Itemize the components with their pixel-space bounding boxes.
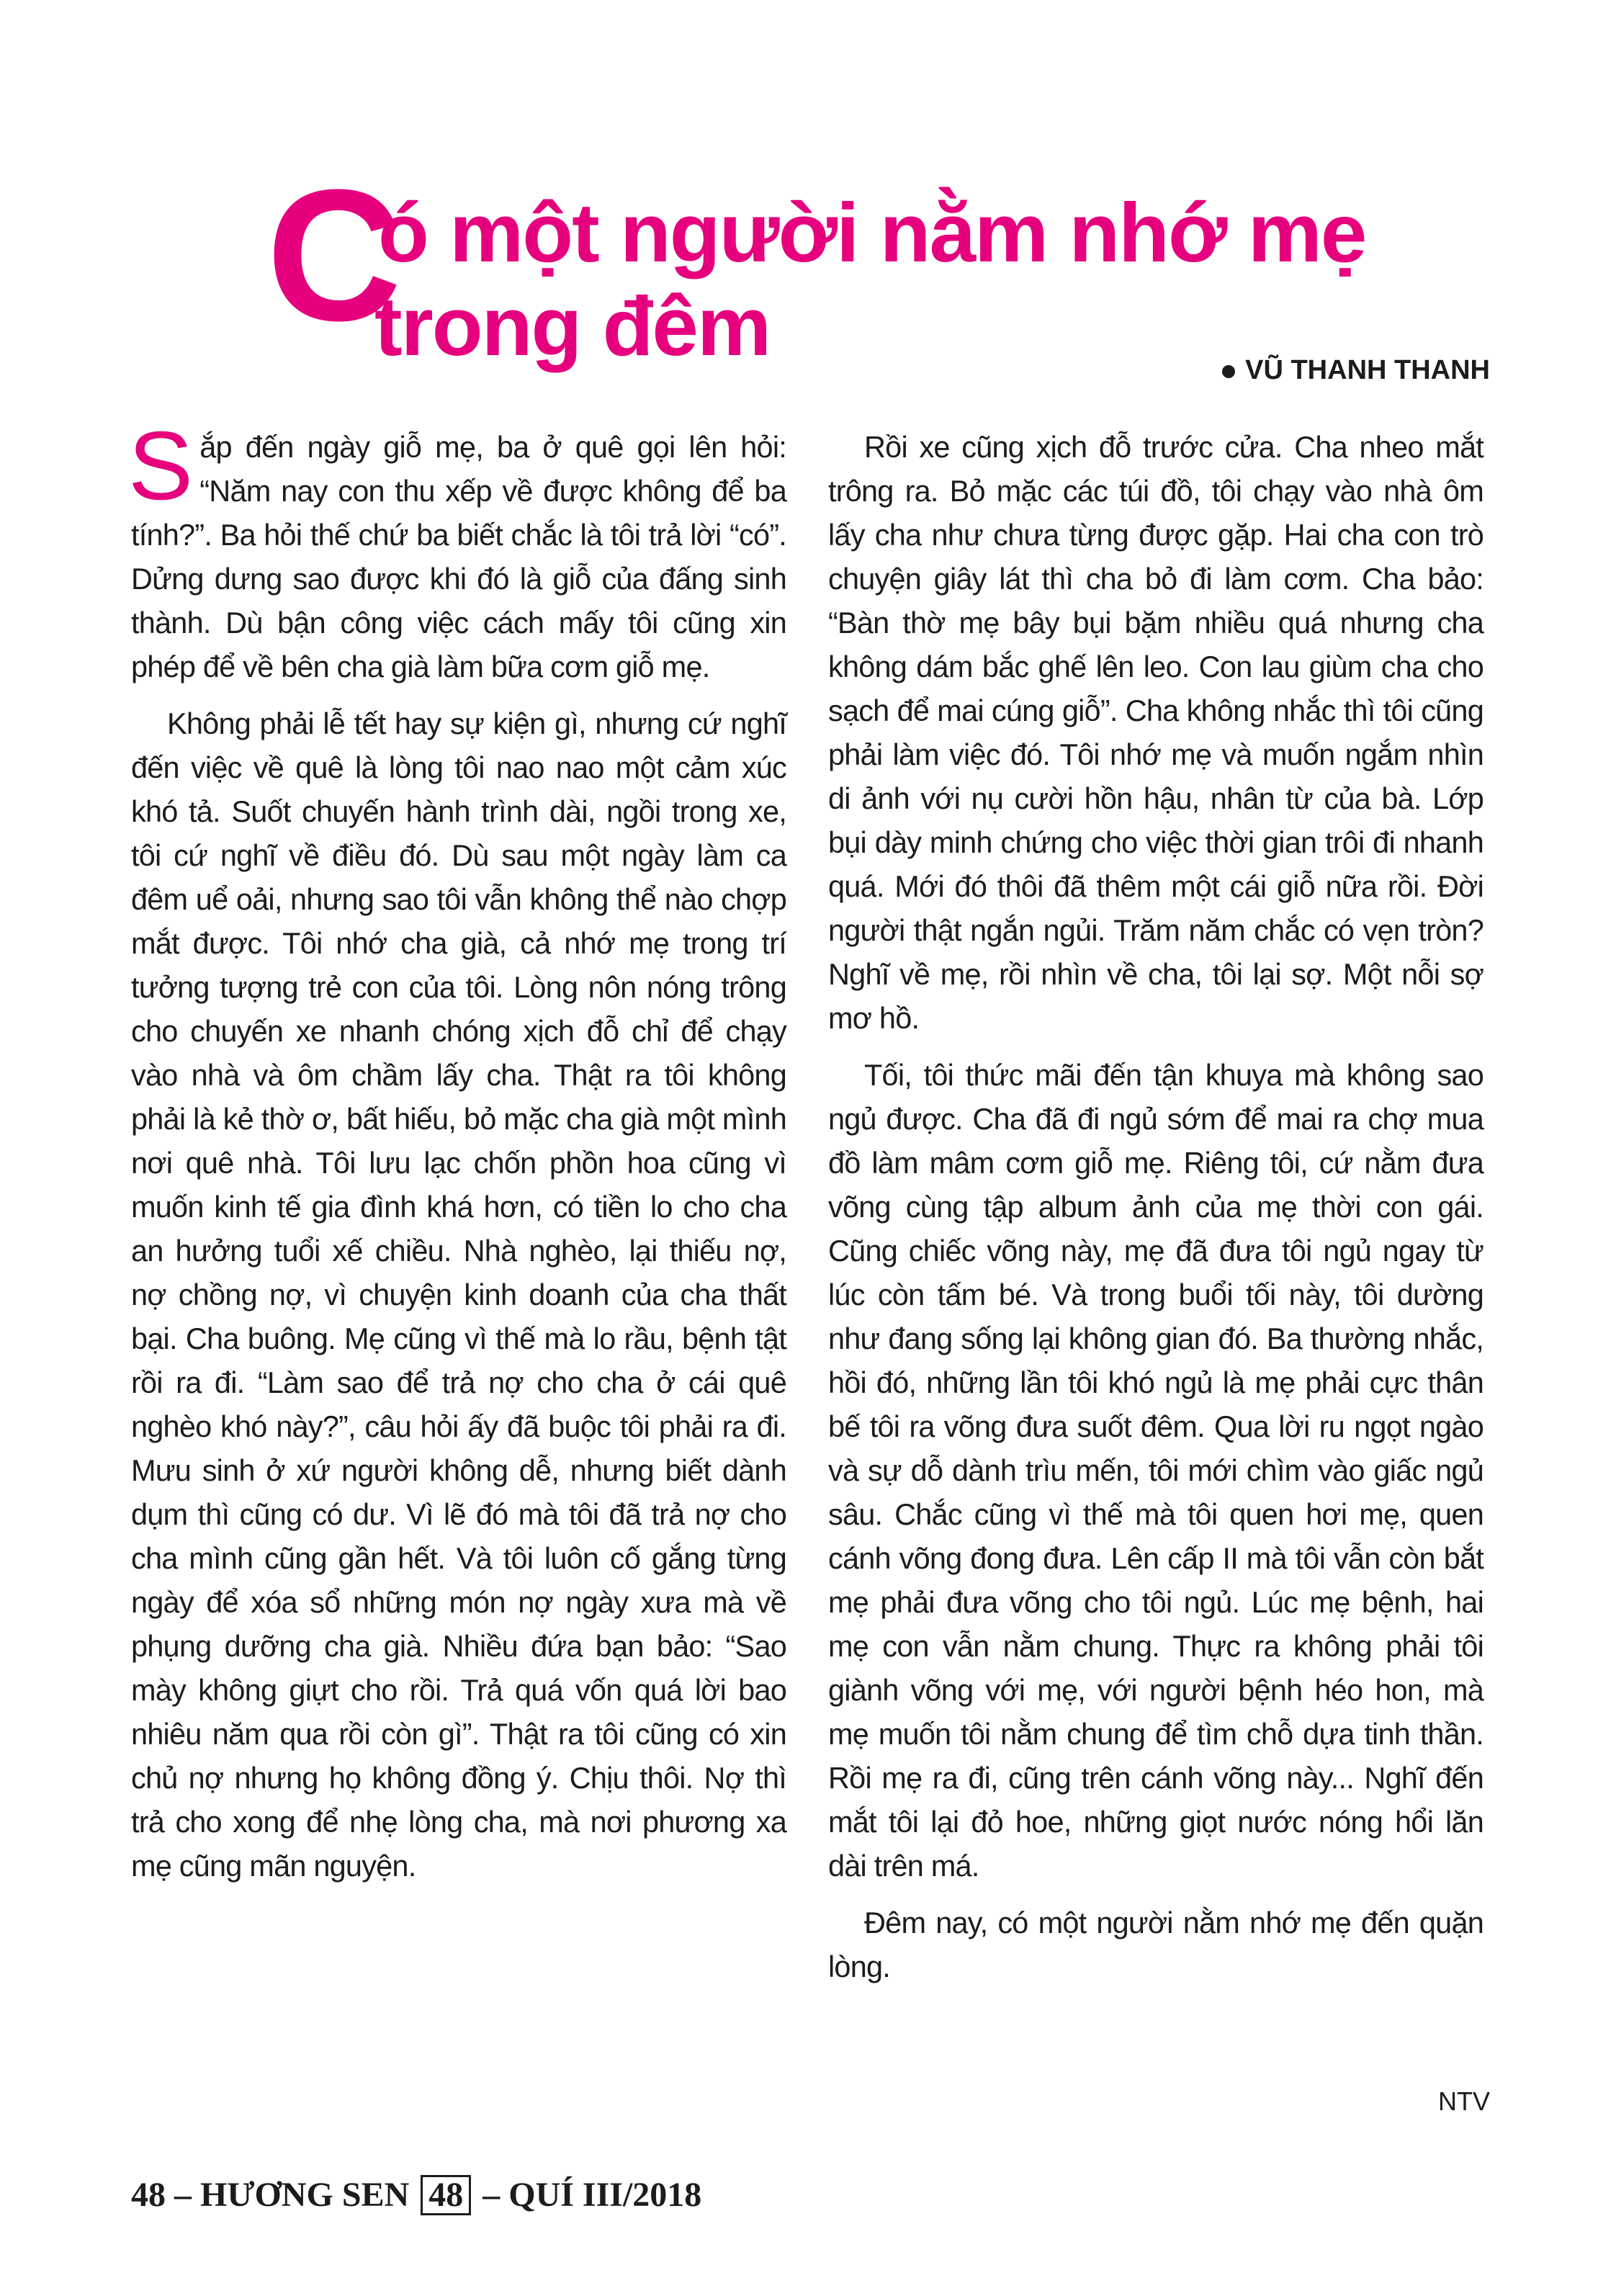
paragraph [128,411,786,689]
paragraph: Không phải lễ tết hay sự kiện gì, nhưng cứ nghĩ đến việc về quê là lòng tôi nao nao một cảm xúc khó tả. Suốt chuyến hành trình dài, ngồi trong xe, tôi cứ nghĩ về điều đó. Dù sau một ngày làm ca đêm uể oải, nhưng sao tôi vẫn không thể nào chợp mắt được. Tôi nhớ cha già, cả nhớ mẹ trong trí tưởng tượng trẻ con của tôi. Lòng nôn nóng trông cho chuyến xe nhanh chóng xịch đỗ chỉ để chạy vào nhà và ôm chầm lấy cha. Thật ra tôi không phải là kẻ thờ ơ, bất hiếu, bỏ mặc cha già một mình nơi quê nhà. Tôi lưu lạc chốn phồn hoa cũng vì muốn kinh tế gia đình khá hơn, có tiền lo cho cha an hưởng tuổi xế chiều. Nhà nghèo, lại thiếu nợ, nợ chồng nợ, vì chuyện kinh doanh của cha thất bại. Cha buông. Mẹ cũng vì thế mà lo rầu, bệnh tật rồi ra đi. “Làm sao để trả nợ cho cha ở cái quê nghèo khó này?”, câu hỏi ấy đã buộc tôi phải ra đi. Mưu sinh ở xứ người không dễ, nhưng biết dành dụm thì cũng có dư. Vì lẽ đó mà tôi đã trả nợ cho cha mình cũng gần hết. Và tôi luôn cố gắng từng ngày để xóa sổ những món nợ ngày xưa mà về phụng dưỡng cha già. Nhiều đứa bạn bảo: “Sao mày không giựt cho rồi. Trả quá vốn quá lời bao nhiêu năm qua rồi còn gì”. Thật ra tôi cũng có xin chủ nợ nhưng họ không đồng ý. Chịu thôi. Nợ thì trả cho xong để nhẹ lòng cha, mà nơi phương xa mẹ cũng mãn nguyện. [131,707,786,1883]
paragraph-text: ắp đến ngày giỗ mẹ, ba ở quê gọi lên hỏi: “Năm nay con thu xếp về được không để ba tính?”. Ba hỏi thế chứ ba biết chắc là tôi trả lời “có”. Dửng dưng sao được khi đó là giỗ của đấng sinh thành. Dù bận công việc cách mấy tôi cũng xin phép để về bên cha già làm bữa cơm giỗ mẹ. [131,430,786,683]
author-name: VŨ THANH THANH [1245,355,1490,385]
article-title [266,151,1419,373]
article-column-right [828,425,1483,2001]
page-footer [131,2175,701,2215]
title-line-1: ó một người nằm nhớ mẹ [378,186,1366,279]
title-line-2: trong đêm [374,279,771,373]
article-column-left [128,411,786,1901]
footer-separator: – [482,2176,500,2214]
paragraph-dropcap: S [128,411,193,520]
footer-separator: – [174,2176,192,2214]
page-number: 48 [131,2176,166,2214]
issue-period: QUÍ III/2018 [508,2176,702,2214]
title-dropcap: C [266,151,402,360]
issue-number: 48 [421,2175,471,2215]
author-byline [1222,355,1490,386]
paragraph: Tối, tôi thức mãi đến tận khuya mà không sao ngủ được. Cha đã đi ngủ sớm để mai ra chợ mua đồ làm mâm cơm giỗ mẹ. Riêng tôi, cứ nằm đưa võng cùng tập album ảnh của mẹ thời con gái. Cũng chiếc võng này, mẹ đã đưa tôi ngủ ngay từ lúc còn tấm bé. Và trong buổi tối này, tôi dường như đang sống lại không gian đó. Ba thường nhắc, hồi đó, những lần tôi khó ngủ là mẹ phải cực thân bế tôi ra võng đưa suốt đêm. Qua lời ru ngọt ngào và sự dỗ dành trìu mến, tôi mới chìm vào giấc ngủ sâu. Chắc cũng vì thế mà tôi quen hơi mẹ, quen cánh võng đong đưa. Lên cấp II mà tôi vẫn còn bắt mẹ phải đưa võng cho tôi ngủ. Lúc mẹ bệnh, hai mẹ con vẫn nằm chung. Thực ra không phải tôi giành võng với mẹ, với người bệnh héo hon, mà mẹ muốn tôi nằm chung để tìm chỗ dựa tinh thần. Rồi mẹ ra đi, cũng trên cánh võng này... Nghĩ đến mắt tôi lại đỏ hoe, những giọt nước nóng hổi lăn dài trên má. [828,1058,1483,1883]
signature: NTV [1438,2086,1490,2116]
paragraph: Đêm nay, có một người nằm nhớ mẹ đến quặn lòng. [828,1906,1483,1983]
magazine-name: HƯƠNG SEN [200,2176,410,2214]
paragraph: Rồi xe cũng xịch đỗ trước cửa. Cha nheo mắt trông ra. Bỏ mặc các túi đồ, tôi chạy vào nhà ôm lấy cha như chưa từng được gặp. Hai cha con trò chuyện giây lát thì cha bỏ đi làm cơm. Cha bảo: “Bàn thờ mẹ bây bụi bặm nhiều quá nhưng cha không dám bắc ghế lên leo. Con lau giùm cha cho sạch để mai cúng giỗ”. Cha không nhắc thì tôi cũng phải làm việc đó. Tôi nhớ mẹ và muốn ngắm nhìn di ảnh với nụ cười hồn hậu, nhân từ của bà. Lớp bụi dày minh chứng cho việc thời gian trôi đi nhanh quá. Mới đó thôi đã thêm một cái giỗ nữa rồi. Đời người thật ngắn ngủi. Trăm năm chắc có vẹn tròn? Nghĩ về mẹ, rồi nhìn về cha, tôi lại sợ. Một nỗi sợ mơ hồ. [828,430,1483,1035]
bullet-icon [1222,365,1235,378]
